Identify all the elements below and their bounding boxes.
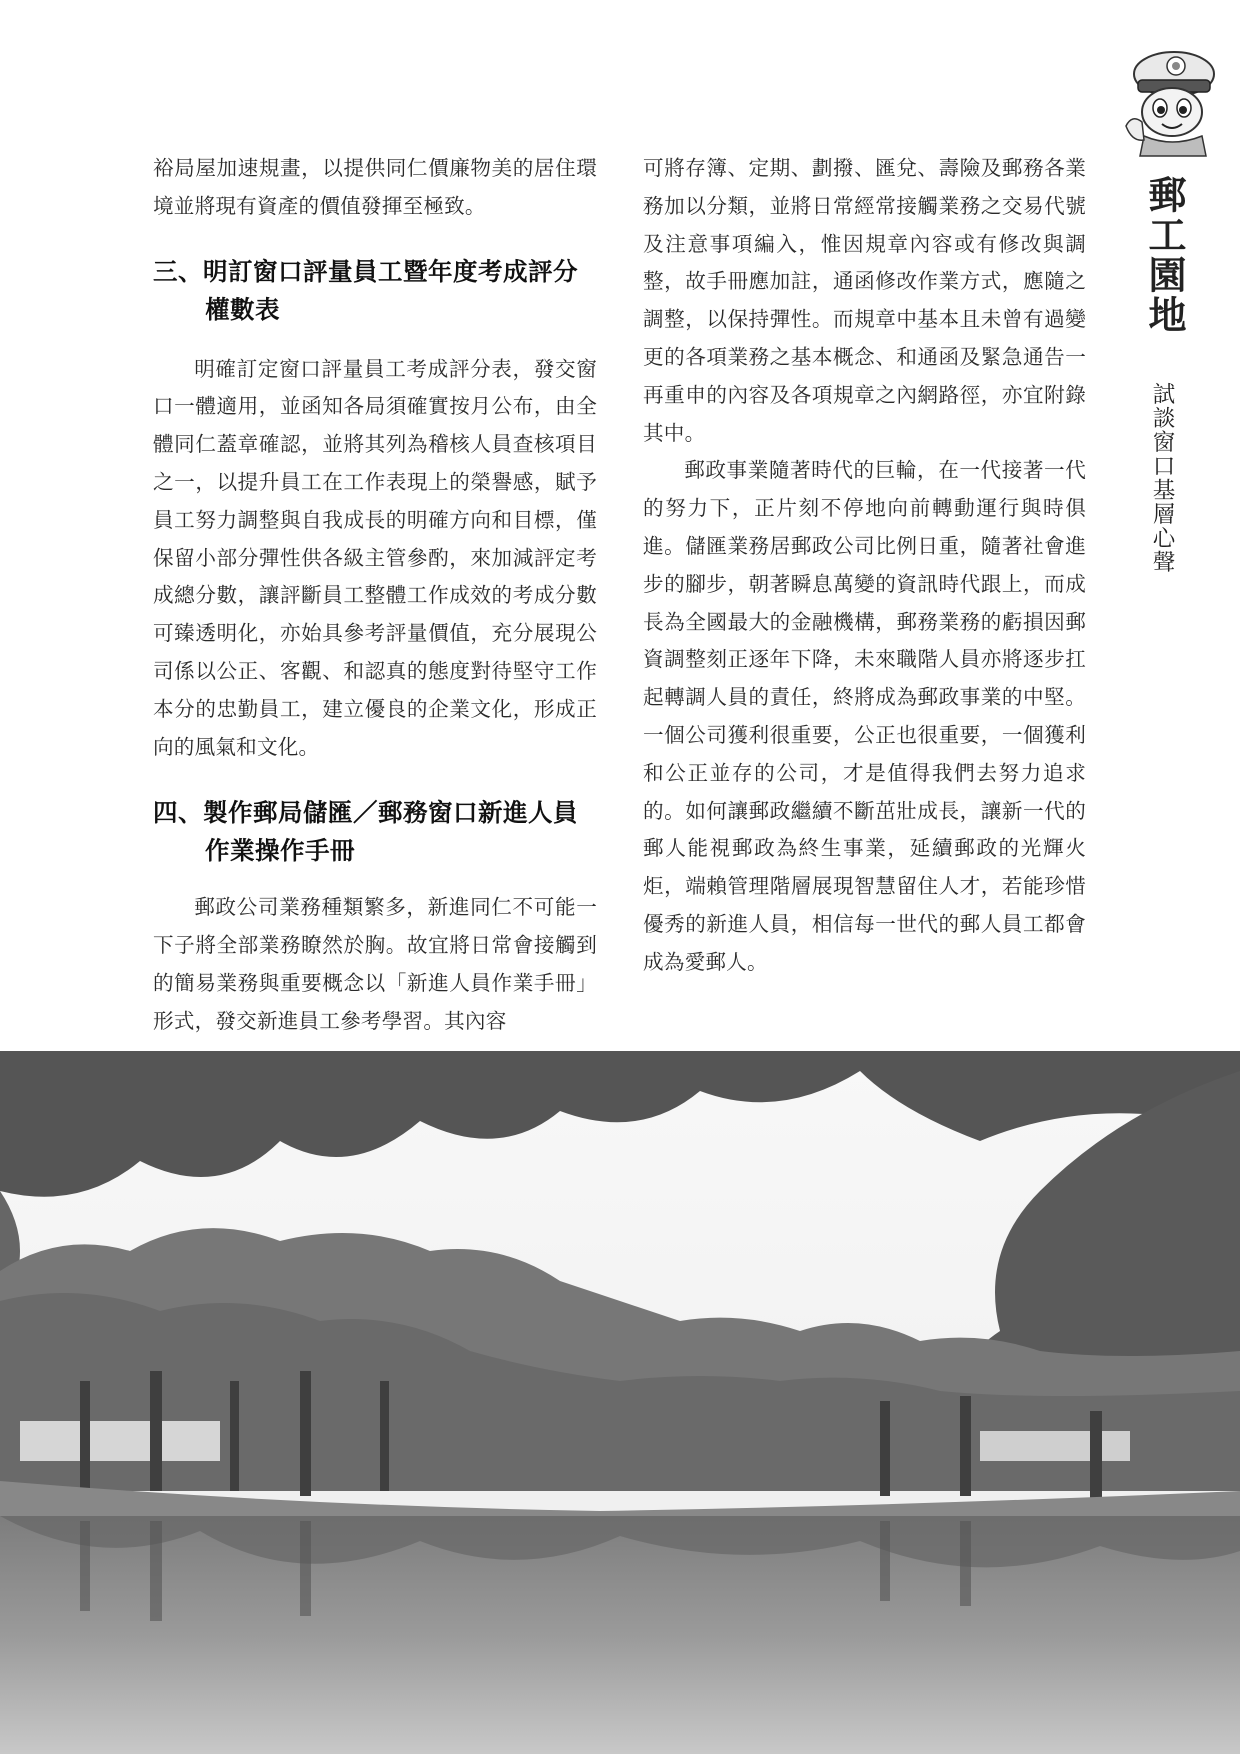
section-4-paragraph: 郵政公司業務種類繁多，新進同仁不可能一下子將全部業務瞭然於胸。故宜將日常會接觸到的簡易業務與重要概念以「新進人員作業手冊」形式，發交新進員工參考學習。其內容 [153,895,597,1033]
section-3-paragraph: 明確訂定窗口評量員工考成評分表，發交窗口一體適用，並函知各局須確實按月公布，由全體同仁蓋章確認，並將其列為稽核人員查核項目之一，以提升員工在工作表現上的榮譽感，賦予員工努力調整與自我成長的明確方向和目標，僅保留小部分彈性供各級主管參酌，來加減評定考成總分數，讓評斷員工整體工作成效的考成分數可臻透明化，亦始具參考評量價值，充分展現公司係以公正、客觀、和認真的態度對待堅守工作本分的忠勤員工，建立優良的企業文化，形成正向的風氣和文化。 [153,356,597,759]
intro-paragraph: 裕局屋加速規畫，以提供同仁價廉物美的居住環境並將現有資產的價值發揮至極致。 [153,156,597,218]
right-column [643,150,1086,982]
section-4-heading: 四、製作郵局儲匯／郵務窗口新進人員作業操作手冊 [153,798,578,866]
postman-mascot-icon [1114,44,1224,158]
left-column [153,150,597,1041]
right-paragraph-1: 可將存簿、定期、劃撥、匯兌、壽險及郵務各業務加以分類，並將日常經常接觸業務之交易代號及注意事項編入，惟因規章內容或有修改與調整，故手冊應加註，通函修改作業方式，應隨之調整，以保持彈性。而規章中基本且未曾有過變更的各項業務之基本概念、和通函及緊急通告一再重申的內容及各項規章之內網路徑，亦宜附錄其中。 [643,156,1086,445]
section-3-heading: 三、明訂窗口評量員工暨年度考成評分權數表 [153,256,578,324]
section-title: 郵工園地 [1142,175,1187,335]
park-pond-trees-photo [0,1051,1240,1754]
right-paragraph-2: 郵政事業隨著時代的巨輪，在一代接著一代的努力下，正片刻不停地向前轉動運行與時俱進。儲匯業務居郵政公司比例日重，隨著社會進步的腳步，朝著瞬息萬變的資訊時代跟上，而成長為全國最大的金融機構，郵務業務的虧損因郵資調整刻正逐年下降，未來職階人員亦將逐步扛起轉調人員的責任，終將成為郵政事業的中堅。一個公司獲利很重要，公正也很重要，一個獲利和公正並存的公司，才是值得我們去努力追求的。如何讓郵政繼續不斷茁壯成長，讓新一代的郵人能視郵政為終生事業，延續郵政的光輝火炬，端賴管理階層展現智慧留住人才，若能珍惜優秀的新進人員，相信每一世代的郵人員工都會成為愛郵人。 [643,458,1086,974]
article-title: 試談窗口基層心聲 [1149,382,1175,574]
